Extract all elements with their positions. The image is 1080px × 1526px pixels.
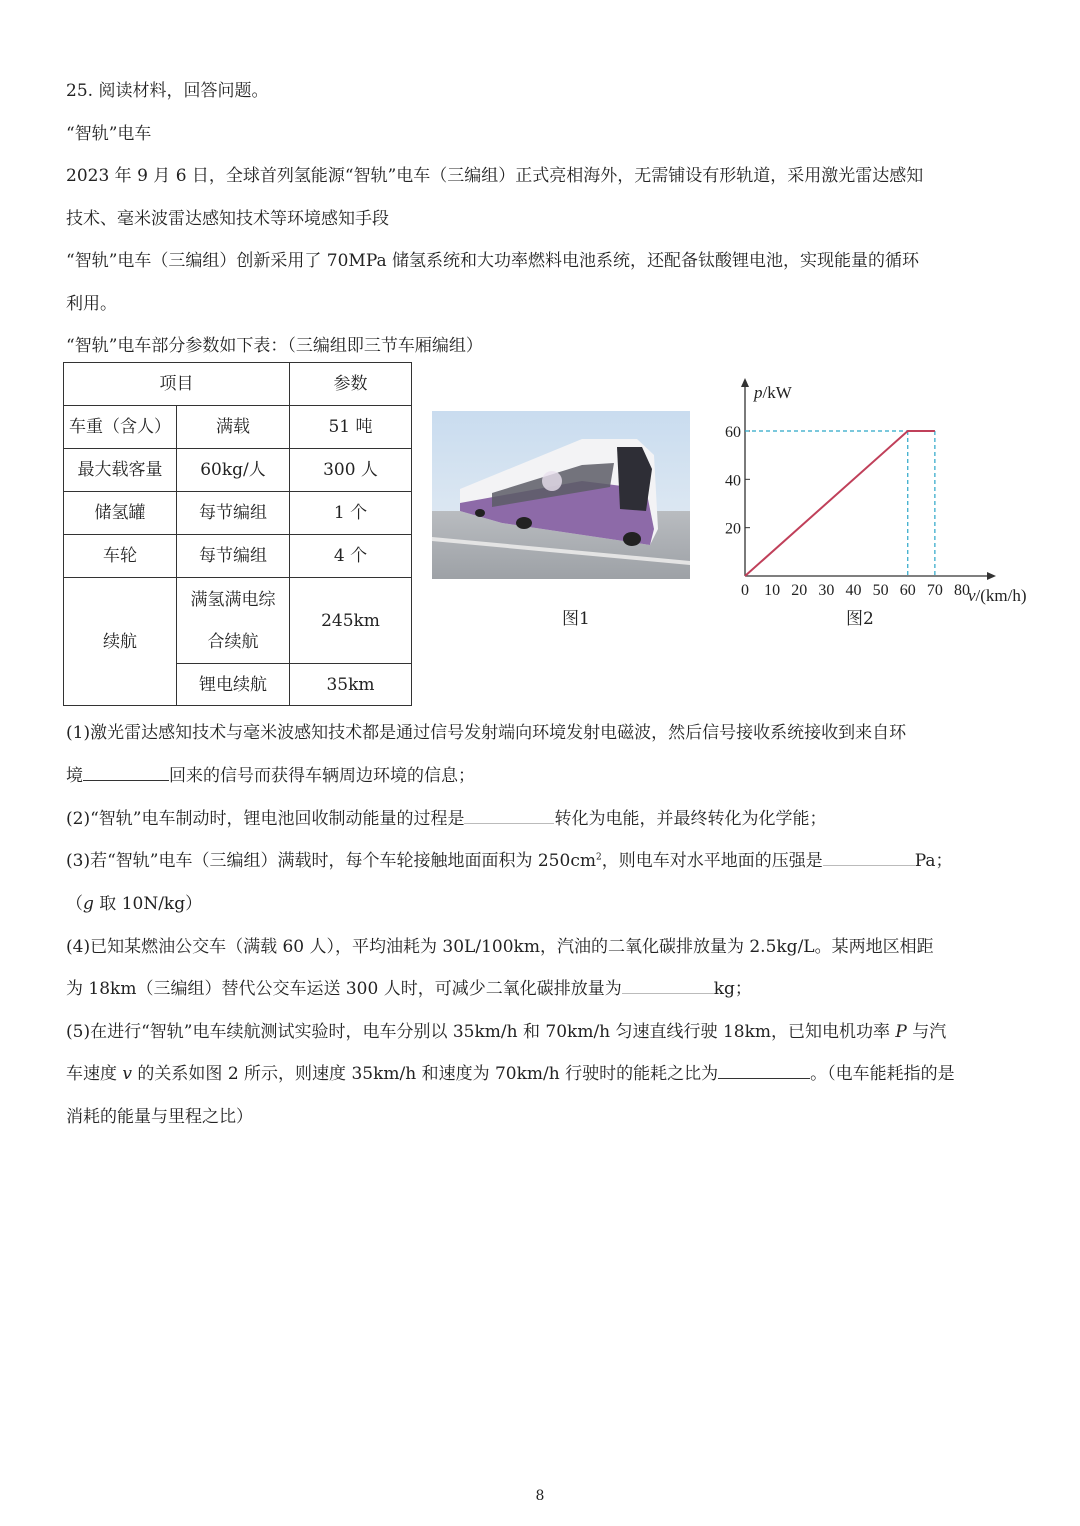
paragraph-1-line-2: 技术、毫米波雷达感知技术等环境感知手段 (66, 209, 389, 229)
table-cell: 满载 (177, 406, 290, 449)
table-cell: 245km (290, 578, 412, 664)
table-intro: “智轨”电车部分参数如下表：（三编组即三节车厢编组） (66, 336, 483, 356)
question-5-line-1 (66, 1017, 946, 1042)
x-axis-label-symbol: v (968, 586, 976, 605)
chart-svg (700, 368, 1050, 608)
table-cell: 储氢罐 (64, 492, 177, 535)
question-5-text-a: (5)在进行“智轨”电车续航测试实验时，电车分别以 35km/h 和 70km/h 匀速直线行驶 18km，已知电机功率 (66, 1022, 896, 1042)
table-cell-line: 满氢满电综 (190, 589, 276, 610)
table-cell: 4 个 (290, 535, 412, 578)
table-cell: 51 吨 (290, 406, 412, 449)
question-5-text-d: 的关系如图 2 所示，则速度 35km/h 和速度为 70km/h 行驶时的能耗之比为 (132, 1064, 719, 1084)
question-3-text-e: 取 10N/kg） (93, 894, 203, 914)
question-3-text-b: ，则电车对水平地面的压强是 (601, 851, 823, 871)
question-2 (66, 804, 826, 829)
article-title: “智轨”电车 (66, 124, 152, 144)
question-2-text-a: (2)“智轨”电车制动时，锂电池回收制动能量的过程是 (66, 809, 465, 829)
answer-blank-1[interactable] (83, 764, 169, 781)
question-5-line-2 (66, 1059, 955, 1084)
table-cell: 每节编组 (177, 535, 290, 578)
table-cell: 1 个 (290, 492, 412, 535)
series-line (745, 431, 935, 576)
table-cell-line: 合续航 (207, 631, 259, 652)
question-3-text-d: （ (66, 894, 83, 914)
y-tick-label: 40 (725, 472, 741, 490)
y-axis-label-unit: /kW (762, 383, 792, 402)
table-cell: 最大载客量 (64, 449, 177, 492)
table-cell: 35km (290, 664, 412, 706)
question-4-text-a: 为 18km（三编组）替代公交车运送 300 人时，可减少二氧化碳排放量为 (66, 979, 622, 999)
table-header-item: 项目 (64, 363, 290, 406)
tram-illustration (432, 411, 690, 579)
y-tick-label: 60 (725, 424, 741, 441)
table-cell: 车重（含人） (64, 406, 177, 449)
tram-photo (432, 411, 690, 579)
question-3-text-a: (3)若“智轨”电车（三编组）满载时，每个车轮接触地面面积为 250cm (66, 851, 596, 871)
x-axis-label (968, 586, 1027, 605)
y-axis-label-symbol: p (754, 383, 763, 402)
y-axis-arrow (741, 378, 749, 387)
question-3-line-1 (66, 846, 953, 871)
x-tick-label: 80 (954, 582, 970, 599)
table-cell: 车轮 (64, 535, 177, 578)
x-tick-label: 30 (818, 582, 835, 599)
question-heading: 25. 阅读材料，回答问题。 (66, 81, 269, 101)
table-cell: 续航 (64, 578, 177, 706)
question-2-text-b: 转化为电能，并最终转化为化学能； (554, 809, 827, 829)
x-tick-label: 50 (872, 582, 889, 599)
x-tick-label: 20 (791, 582, 808, 599)
figure-1-caption: 图1 (562, 609, 590, 629)
answer-blank-4[interactable] (622, 977, 714, 994)
x-axis-label-unit: /(km/h) (975, 586, 1027, 605)
x-tick-label: 60 (899, 582, 916, 599)
question-5-text-c: 车速度 (66, 1064, 123, 1084)
symbol-g: g (83, 894, 94, 914)
symbol-v: v (122, 1064, 133, 1084)
table-cell (177, 578, 290, 664)
superscript: 2 (595, 852, 602, 863)
y-tick-label: 20 (725, 520, 741, 538)
answer-blank-3[interactable] (823, 849, 915, 866)
x-tick-label: 70 (926, 582, 943, 599)
question-3-text-c: Pa； (914, 851, 953, 871)
question-5-text-e: 。（电车能耗指的是 (810, 1064, 955, 1084)
question-5-line-3: 消耗的能量与里程之比） (66, 1107, 253, 1127)
question-3-line-2 (66, 889, 202, 914)
answer-blank-5[interactable] (718, 1062, 810, 1079)
question-4-line-1: (4)已知某燃油公交车（满载 60 人），平均油耗为 30L/100km，汽油的二氧化碳排放量为 2.5kg/L。某两地区相距 (66, 937, 934, 957)
parameter-table (63, 362, 412, 706)
figure-2-caption: 图2 (846, 609, 874, 629)
x-tick-label: 10 (764, 582, 781, 599)
table-header-param: 参数 (290, 363, 412, 406)
answer-blank-2[interactable] (464, 807, 554, 824)
power-speed-chart (700, 368, 1050, 608)
question-1-text-b: 回来的信号而获得车辆周边环境的信息； (169, 766, 475, 786)
table-cell: 60kg/人 (177, 449, 290, 492)
x-tick-label: 0 (741, 582, 749, 599)
symbol-p: P (895, 1022, 907, 1042)
table-cell: 每节编组 (177, 492, 290, 535)
table-cell: 锂电续航 (177, 664, 290, 706)
x-axis-arrow (987, 572, 996, 580)
paragraph-2-line-1: “智轨”电车（三编组）创新采用了 70MPa 储氢系统和大功率燃料电池系统，还配备钛酸锂电池，实现能量的循环 (66, 251, 920, 271)
question-1-line-1: (1)激光雷达感知技术与毫米波感知技术都是通过信号发射端向环境发射电磁波，然后信号接收系统接收到来自环 (66, 723, 907, 743)
paragraph-1-line-1: 2023 年 9 月 6 日，全球首列氢能源“智轨”电车（三编组）正式亮相海外，无需铺设有形轨道，采用激光雷达感知 (66, 166, 924, 186)
question-5-text-b: 与汽 (906, 1022, 947, 1042)
question-1-text-a: 境 (66, 766, 83, 786)
x-tick-label: 40 (845, 582, 862, 599)
y-axis-label (753, 383, 793, 402)
table-cell: 300 人 (290, 449, 412, 492)
paragraph-2-line-2: 利用。 (66, 294, 117, 314)
page-number: 8 (535, 1488, 545, 1504)
question-1-line-2 (66, 761, 475, 786)
question-4-text-b: kg； (713, 979, 752, 999)
question-4-line-2 (66, 974, 752, 999)
